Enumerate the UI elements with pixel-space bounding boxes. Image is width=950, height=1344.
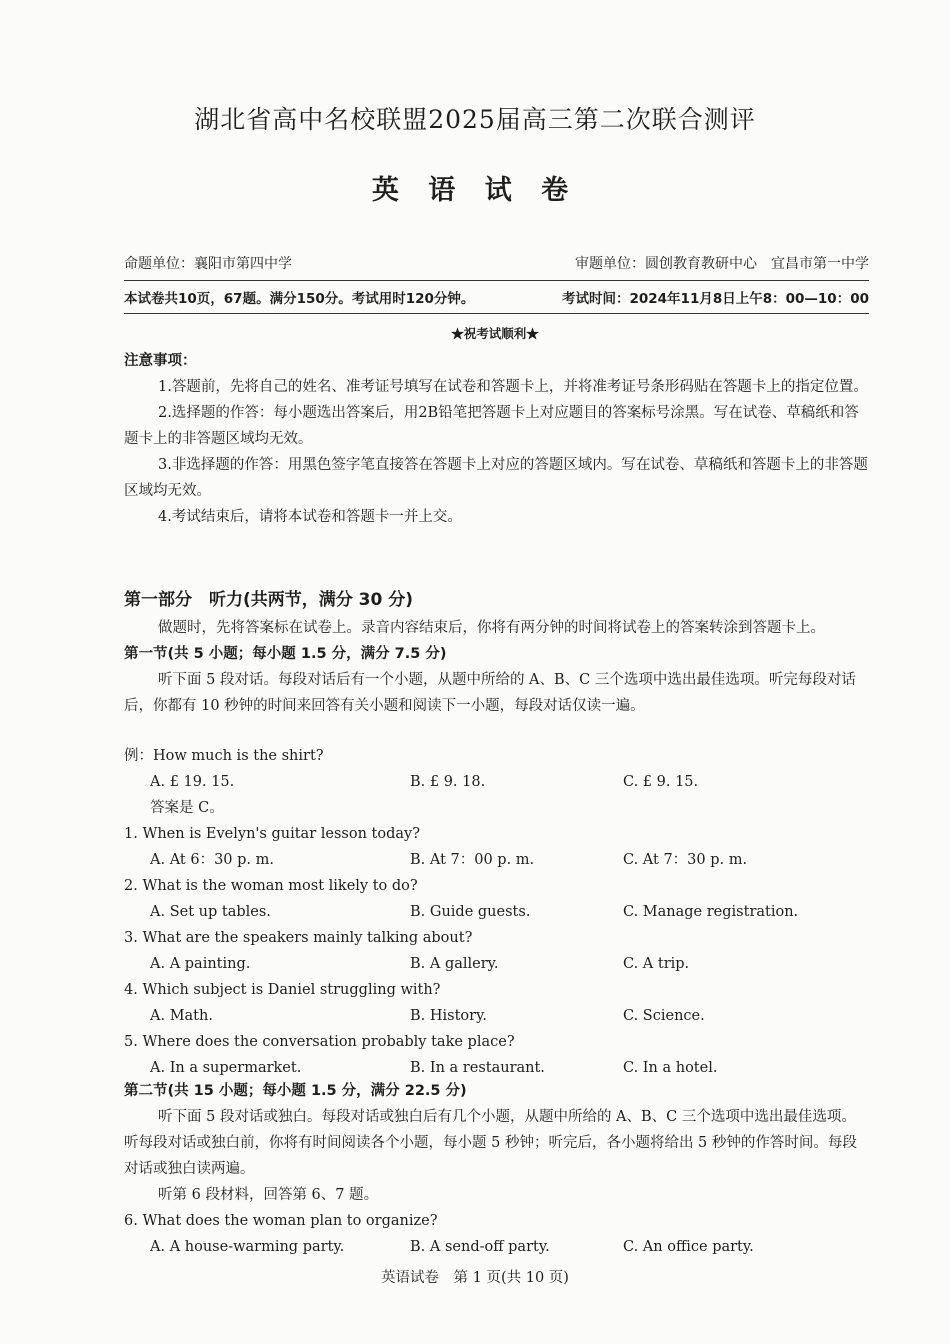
section2 (124, 1078, 869, 1208)
notice-item: 1.答题前，先将自己的姓名、准考证号填写在试卷和答题卡上，并将准考证号条形码贴在答题卡上的指定位置。 (158, 379, 868, 395)
section2-heading: 第二节(共 15 小题；每小题 1.5 分，满分 22.5 分) (124, 1083, 467, 1099)
question-4: 4. Which subject is Daniel struggling with? (124, 982, 441, 998)
option-b: B. A gallery. (410, 956, 499, 972)
exam-info-row (124, 287, 869, 309)
good-luck-banner: ★祝考试顺利★ (451, 326, 539, 341)
question-1: 1. When is Evelyn's guitar lesson today? (124, 826, 420, 842)
unit-row (124, 253, 869, 275)
exam-subtitle: 英 语 试 卷 (371, 175, 579, 206)
option-c: C. Science. (623, 1008, 705, 1024)
part1-section (124, 585, 869, 719)
proposer-unit: 命题单位：襄阳市第四中学 (124, 256, 292, 272)
section1-intro: 听下面 5 段对话。每段对话后有一个小题，从题中所给的 A、B、C 三个选项中选出最佳选项。听完每段对话后，你都有 10 秒钟的时间来回答有关小题和阅读下一小题，每段对话仅读一遍。 (124, 672, 856, 714)
section1-heading: 第一节(共 5 小题；每小题 1.5 分，满分 7.5 分) (124, 646, 447, 662)
option-b: B. Guide guests. (410, 904, 531, 920)
exam-info: 本试卷共10页，67题。满分150分。考试用时120分钟。 (124, 291, 475, 307)
option-c: C. A trip. (623, 956, 690, 972)
notice-item: 3.非选择题的作答：用黑色签字笔直接答在答题卡上对应的答题区域内。写在试卷、草稿纸和答题卡上的非答题区域均无效。 (124, 457, 868, 499)
question-6: 6. What does the woman plan to organize? (124, 1213, 438, 1229)
option-c: C. Manage registration. (623, 904, 799, 920)
question-3: 3. What are the speakers mainly talking about? (124, 930, 473, 946)
notice-item: 2.选择题的作答：每小题选出答案后，用2B铅笔把答题卡上对应题目的答案标号涂黑。写在试卷、草稿纸和答题卡上的非答题区域均无效。 (124, 405, 859, 447)
question-2: 2. What is the woman most likely to do? (124, 878, 418, 894)
option-a: A. A painting. (150, 956, 251, 972)
option-b: B. In a restaurant. (410, 1060, 545, 1076)
page-footer: 英语试卷 第 1 页(共 10 页) (381, 1270, 569, 1286)
part1-heading: 第一部分 听力(共两节，满分 30 分) (124, 590, 414, 610)
option-c: C. At 7：30 p. m. (623, 852, 748, 868)
option-a: A. £ 19. 15. (150, 774, 235, 790)
option-a: A. In a supermarket. (150, 1060, 302, 1076)
option-b: B. History. (410, 1008, 487, 1024)
material-6-note: 听第 6 段材料，回答第 6、7 题。 (158, 1187, 379, 1203)
notice-item: 4.考试结束后，请将本试卷和答题卡一并上交。 (158, 509, 462, 525)
option-b: B. £ 9. 18. (410, 774, 486, 790)
divider-line (124, 280, 869, 281)
option-a: A. At 6：30 p. m. (150, 852, 274, 868)
notice-heading: 注意事项： (124, 353, 197, 369)
example-answer: 答案是 C。 (150, 800, 224, 816)
reviewer-unit: 审题单位：圆创教育教研中心 宜昌市第一中学 (575, 256, 869, 272)
option-c: C. An office party. (623, 1239, 754, 1255)
exam-time: 考试时间：2024年11月8日上午8：00—10：00 (561, 291, 869, 307)
option-b: B. A send-off party. (410, 1239, 550, 1255)
notice-section (124, 348, 869, 530)
section2-intro: 听下面 5 段对话或独白。每段对话或独白后有几个小题，从题中所给的 A、B、C 三个选项中选出最佳选项。听每段对话或独白前，你将有时间阅读各个小题，每小题 5 秒钟；听完后，各小题将给出 5 秒钟的作答时间。每段对话或独白读两遍。 (124, 1109, 857, 1177)
example-question: 例：How much is the shirt? (124, 748, 324, 764)
part1-intro: 做题时，先将答案标在试卷上。录音内容结束后，你将有两分钟的时间将试卷上的答案转涂到答题卡上。 (158, 620, 825, 636)
divider-line (124, 313, 869, 314)
option-c: C. £ 9. 15. (623, 774, 699, 790)
option-c: C. In a hotel. (623, 1060, 718, 1076)
option-a: A. A house-warming party. (150, 1239, 345, 1255)
question-5: 5. Where does the conversation probably take place? (124, 1034, 515, 1050)
exam-title: 湖北省高中名校联盟2025届高三第二次联合测评 (194, 105, 756, 134)
option-a: A. Math. (150, 1008, 213, 1024)
option-a: A. Set up tables. (150, 904, 271, 920)
option-b: B. At 7：00 p. m. (410, 852, 535, 868)
